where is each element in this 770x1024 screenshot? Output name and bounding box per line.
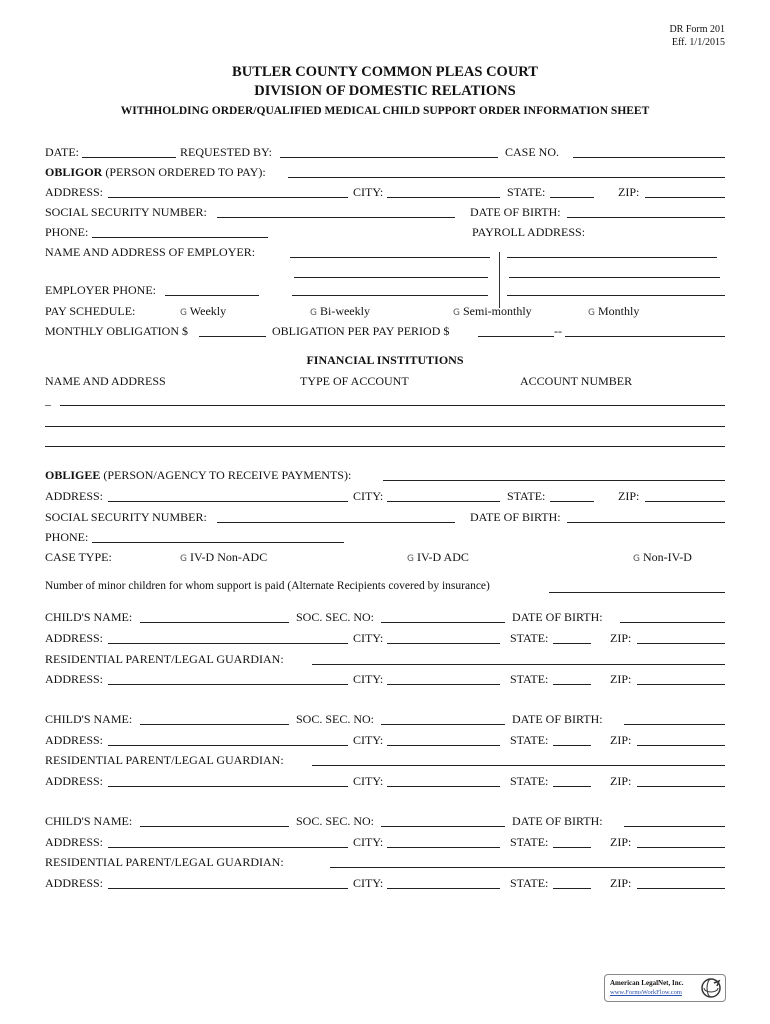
- employer-line-3[interactable]: [292, 295, 488, 296]
- obligor-zip-field[interactable]: [645, 197, 725, 198]
- child2-ssn-label: SOC. SEC. NO:: [296, 712, 375, 726]
- obligor-state-label: STATE:: [507, 185, 546, 199]
- child1-guardian-zip-label: ZIP:: [610, 672, 632, 686]
- child1-address-label: ADDRESS:: [45, 631, 104, 645]
- child2-guardian-state-label: STATE:: [510, 774, 549, 788]
- date-label: DATE:: [45, 145, 79, 159]
- child2-dob-field[interactable]: [624, 724, 725, 725]
- obligor-address-label: ADDRESS:: [45, 185, 104, 199]
- payroll-line-2[interactable]: [509, 277, 720, 278]
- child1-city-field[interactable]: [387, 643, 500, 644]
- employer-phone-field[interactable]: [165, 295, 259, 296]
- monthly-obligation-label: MONTHLY OBLIGATION $: [45, 324, 189, 338]
- minor-children-label: Number of minor children for whom support is paid (Alternate Recipients covered by insurance): [45, 580, 490, 592]
- obligor-phone-field[interactable]: [92, 237, 268, 238]
- obligee-address-label: ADDRESS:: [45, 489, 104, 503]
- child1-dob-label: DATE OF BIRTH:: [512, 610, 603, 624]
- child3-zip-label: ZIP:: [610, 835, 632, 849]
- pay-semimonthly-option[interactable]: [453, 304, 532, 319]
- employer-divider: [499, 252, 500, 308]
- semimonthly-label: Semi-monthly: [462, 304, 532, 318]
- obligee-state-field[interactable]: [550, 501, 594, 502]
- obligor-address-field[interactable]: [108, 197, 348, 198]
- child1-ssn-label: SOC. SEC. NO:: [296, 610, 375, 624]
- court-name: BUTLER COUNTY COMMON PLEAS COURT: [232, 64, 538, 80]
- pay-weekly-option[interactable]: [180, 304, 226, 319]
- child3-guardian-state-label: STATE:: [510, 876, 549, 890]
- child1-name-field[interactable]: [140, 622, 289, 623]
- obligee-name-field[interactable]: [383, 480, 725, 481]
- child2-city-label: CITY:: [353, 733, 384, 747]
- child1-zip-field[interactable]: [637, 643, 725, 644]
- obligee-state-label: STATE:: [507, 489, 546, 503]
- obligor-phone-label: PHONE:: [45, 225, 89, 239]
- case-type-ivd-nonadc-option[interactable]: [180, 550, 267, 565]
- child3-state-label: STATE:: [510, 835, 549, 849]
- child3-guardian-state-field[interactable]: [553, 888, 591, 889]
- non-ivd-label: Non-IV-D: [642, 550, 692, 564]
- child2-dob-label: DATE OF BIRTH:: [512, 712, 603, 726]
- child2-guardian-city-label: CITY:: [353, 774, 384, 788]
- child2-guardian-zip-label: ZIP:: [610, 774, 632, 788]
- obligor-city-field[interactable]: [387, 197, 500, 198]
- obligor-label: OBLIGOR: [45, 165, 103, 179]
- child2-guardian-field[interactable]: [312, 765, 725, 766]
- monthly-checkbox-icon[interactable]: G: [588, 308, 595, 318]
- obligor-ssn-label: SOCIAL SECURITY NUMBER:: [45, 205, 207, 219]
- child1-guardian-field[interactable]: [312, 664, 725, 665]
- child3-address-field[interactable]: [108, 847, 348, 848]
- child3-zip-field[interactable]: [637, 847, 725, 848]
- employer-phone-label: EMPLOYER PHONE:: [45, 283, 157, 297]
- child1-name-label: CHILD'S NAME:: [45, 610, 133, 624]
- child1-guardian-city-field[interactable]: [387, 684, 500, 685]
- obligee-city-field[interactable]: [387, 501, 500, 502]
- child1-ssn-field[interactable]: [381, 622, 505, 623]
- fin-account-number-header: ACCOUNT NUMBER: [520, 374, 633, 388]
- child2-guardian-label: RESIDENTIAL PARENT/LEGAL GUARDIAN:: [45, 753, 284, 767]
- child1-guardian-address-field[interactable]: [108, 684, 348, 685]
- child3-guardian-field[interactable]: [330, 867, 725, 868]
- minor-children-field[interactable]: [549, 592, 725, 593]
- child1-guardian-state-label: STATE:: [510, 672, 549, 686]
- payroll-line-3[interactable]: [507, 295, 725, 296]
- fin-row-1-prefix: _: [45, 393, 51, 407]
- ivd-nonadc-checkbox-icon[interactable]: G: [180, 554, 187, 564]
- obligation-dash: --: [554, 324, 562, 338]
- obligor-dob-label: DATE OF BIRTH:: [470, 205, 561, 219]
- date-field[interactable]: [82, 157, 176, 158]
- child1-guardian-state-field[interactable]: [553, 684, 591, 685]
- child2-state-label: STATE:: [510, 733, 549, 747]
- child2-guardian-city-field[interactable]: [387, 786, 500, 787]
- obligee-address-field[interactable]: [108, 501, 348, 502]
- payroll-address-label: PAYROLL ADDRESS:: [472, 225, 586, 239]
- child1-address-field[interactable]: [108, 643, 348, 644]
- child2-zip-label: ZIP:: [610, 733, 632, 747]
- child2-name-field[interactable]: [140, 724, 289, 725]
- child3-ssn-field[interactable]: [381, 826, 505, 827]
- case-type-non-ivd-option[interactable]: [633, 550, 692, 565]
- case-type-label: CASE TYPE:: [45, 550, 112, 564]
- case-no-field[interactable]: [573, 157, 725, 158]
- child1-dob-field[interactable]: [620, 622, 725, 623]
- obligee-ssn-field[interactable]: [217, 522, 455, 523]
- obligee-desc: (PERSON/AGENCY TO RECEIVE PAYMENTS):: [103, 468, 352, 482]
- child2-ssn-field[interactable]: [381, 724, 505, 725]
- biweekly-label: Bi-weekly: [319, 304, 370, 318]
- child3-guardian-address-label: ADDRESS:: [45, 876, 104, 890]
- obligor-state-field[interactable]: [550, 197, 594, 198]
- requested-by-label: REQUESTED BY:: [180, 145, 272, 159]
- child1-city-label: CITY:: [353, 631, 384, 645]
- obligor-dob-field[interactable]: [567, 217, 725, 218]
- division-name: DIVISION OF DOMESTIC RELATIONS: [254, 83, 516, 99]
- child3-ssn-label: SOC. SEC. NO:: [296, 814, 375, 828]
- employer-line-2[interactable]: [294, 277, 488, 278]
- obligor-ssn-field[interactable]: [217, 217, 455, 218]
- effective-date: Eff. 1/1/2015: [671, 37, 725, 48]
- child1-guardian-zip-field[interactable]: [637, 684, 725, 685]
- requested-by-field[interactable]: [280, 157, 498, 158]
- weekly-label: Weekly: [189, 304, 227, 318]
- child3-name-field[interactable]: [140, 826, 289, 827]
- semimonthly-checkbox-icon[interactable]: G: [453, 308, 460, 318]
- child3-guardian-city-label: CITY:: [353, 876, 384, 890]
- obligor-desc: (PERSON ORDERED TO PAY):: [105, 165, 266, 179]
- fin-row-1[interactable]: [60, 405, 725, 406]
- child3-guardian-address-field[interactable]: [108, 888, 348, 889]
- child2-address-label: ADDRESS:: [45, 733, 104, 747]
- obligee-phone-field[interactable]: [92, 542, 344, 543]
- pay-biweekly-option[interactable]: [310, 304, 370, 319]
- obligee-ssn-label: SOCIAL SECURITY NUMBER:: [45, 510, 207, 524]
- pay-schedule-label: PAY SCHEDULE:: [45, 304, 136, 318]
- obligee-heading: [45, 468, 351, 483]
- fin-row-3[interactable]: [45, 446, 725, 447]
- child2-guardian-address-label: ADDRESS:: [45, 774, 104, 788]
- financial-institutions-heading: FINANCIAL INSTITUTIONS: [306, 353, 464, 367]
- child2-zip-field[interactable]: [637, 745, 725, 746]
- case-type-ivd-adc-option[interactable]: [407, 550, 469, 565]
- obligee-phone-label: PHONE:: [45, 530, 89, 544]
- weekly-checkbox-icon[interactable]: G: [180, 308, 187, 318]
- child1-guardian-label: RESIDENTIAL PARENT/LEGAL GUARDIAN:: [45, 652, 284, 666]
- obligor-city-label: CITY:: [353, 185, 384, 199]
- non-ivd-checkbox-icon[interactable]: G: [633, 554, 640, 564]
- child3-city-field[interactable]: [387, 847, 500, 848]
- child3-dob-label: DATE OF BIRTH:: [512, 814, 603, 828]
- pay-monthly-option[interactable]: [588, 304, 639, 319]
- publisher-name: American LegalNet, Inc.: [610, 979, 684, 987]
- form-number: DR Form 201: [669, 24, 725, 35]
- obligation-per-period-field-1[interactable]: [478, 336, 554, 337]
- fin-name-address-header: NAME AND ADDRESS: [45, 374, 166, 388]
- child3-address-label: ADDRESS:: [45, 835, 104, 849]
- obligation-per-period-field-2[interactable]: [565, 336, 725, 337]
- monthly-label: Monthly: [597, 304, 640, 318]
- child3-guardian-city-field[interactable]: [387, 888, 500, 889]
- child2-address-field[interactable]: [108, 745, 348, 746]
- child2-guardian-zip-field[interactable]: [637, 786, 725, 787]
- publisher-logo: [604, 974, 726, 1002]
- child1-guardian-address-label: ADDRESS:: [45, 672, 104, 686]
- obligor-heading: [45, 165, 266, 180]
- case-no-label: CASE NO.: [505, 145, 560, 159]
- obligee-dob-field[interactable]: [567, 522, 725, 523]
- employer-line-1[interactable]: [290, 257, 490, 258]
- employer-label: NAME AND ADDRESS OF EMPLOYER:: [45, 245, 256, 259]
- obligor-zip-label: ZIP:: [618, 185, 640, 199]
- globe-icon: [700, 977, 722, 999]
- child3-guardian-zip-field[interactable]: [637, 888, 725, 889]
- ivd-adc-label: IV-D ADC: [416, 550, 469, 564]
- child3-state-field[interactable]: [553, 847, 591, 848]
- biweekly-checkbox-icon[interactable]: G: [310, 308, 317, 318]
- child1-guardian-city-label: CITY:: [353, 672, 384, 686]
- child3-guardian-zip-label: ZIP:: [610, 876, 632, 890]
- child1-state-label: STATE:: [510, 631, 549, 645]
- ivd-nonadc-label: IV-D Non-ADC: [189, 550, 268, 564]
- monthly-obligation-field[interactable]: [199, 336, 266, 337]
- form-subtitle: WITHHOLDING ORDER/QUALIFIED MEDICAL CHILD SUPPORT ORDER INFORMATION SHEET: [120, 105, 650, 117]
- obligation-per-period-label: OBLIGATION PER PAY PERIOD $: [272, 324, 450, 338]
- obligee-label: OBLIGEE: [45, 468, 101, 482]
- child2-city-field[interactable]: [387, 745, 500, 746]
- obligee-zip-label: ZIP:: [618, 489, 640, 503]
- payroll-line-1[interactable]: [507, 257, 717, 258]
- child2-guardian-state-field[interactable]: [553, 786, 591, 787]
- child1-zip-label: ZIP:: [610, 631, 632, 645]
- obligee-zip-field[interactable]: [645, 501, 725, 502]
- publisher-url[interactable]: www.FormsWorkFlow.com: [610, 989, 682, 996]
- child3-name-label: CHILD'S NAME:: [45, 814, 133, 828]
- fin-row-2[interactable]: [45, 426, 725, 427]
- child3-guardian-label: RESIDENTIAL PARENT/LEGAL GUARDIAN:: [45, 855, 284, 869]
- child1-state-field[interactable]: [553, 643, 591, 644]
- fin-type-header: TYPE OF ACCOUNT: [300, 374, 409, 388]
- child2-guardian-address-field[interactable]: [108, 786, 348, 787]
- obligor-name-field[interactable]: [288, 177, 725, 178]
- child2-name-label: CHILD'S NAME:: [45, 712, 133, 726]
- ivd-adc-checkbox-icon[interactable]: G: [407, 554, 414, 564]
- obligee-city-label: CITY:: [353, 489, 384, 503]
- child3-city-label: CITY:: [353, 835, 384, 849]
- child3-dob-field[interactable]: [624, 826, 725, 827]
- child2-state-field[interactable]: [553, 745, 591, 746]
- obligee-dob-label: DATE OF BIRTH:: [470, 510, 561, 524]
